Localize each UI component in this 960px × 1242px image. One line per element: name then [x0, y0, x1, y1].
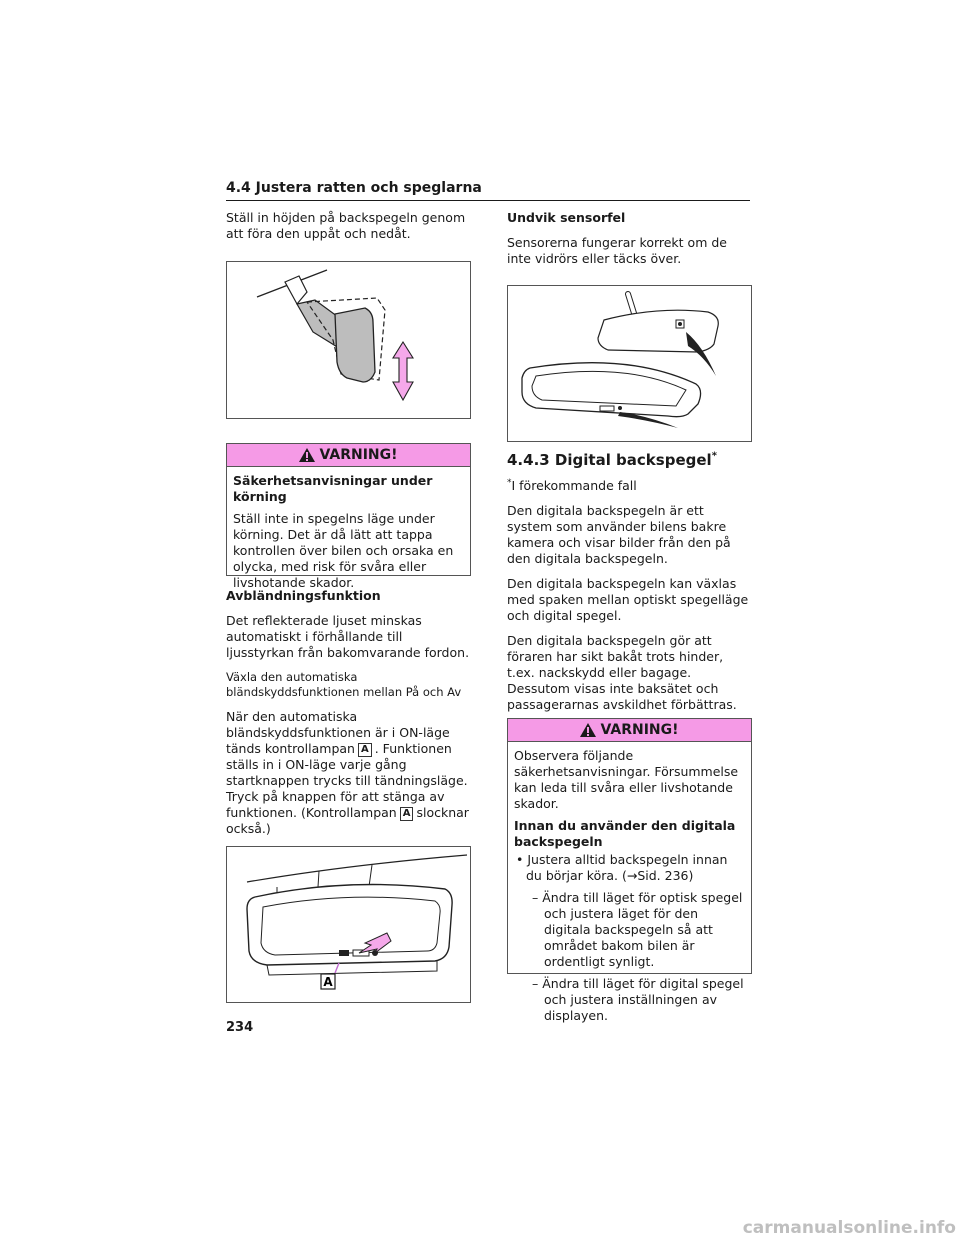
warning-box-left [226, 443, 471, 590]
paragraph-3: Den digitala backspegeln gör att föraren har sikt bakåt trots hinder, t.ex. nackskydd eller bagage. Dessutom visas inte baksätet och passagerarnas avskildhet förbättras. [507, 633, 737, 713]
warning-bullet: • Justera alltid backspegeln innan du börjar köra. (→Sid. 236) [516, 852, 728, 883]
paragraph-1: Den digitala backspegeln är ett system som använder bilens bakre kamera och visar bilder från den på den digitala backspegeln. [507, 503, 731, 567]
up-down-arrow-icon [393, 342, 413, 400]
figure-antiglare-mirror [226, 846, 471, 1003]
sensor-title: Undvik sensorfel [507, 210, 626, 225]
sensor-mirror-illustration [508, 286, 751, 441]
sensor-body: Sensorerna fungerar korrekt om de inte vidrörs eller täcks över. [507, 235, 727, 266]
section-header: 4.4 Justera ratten och speglarna [226, 180, 750, 201]
indicator-key-a-2: A [400, 807, 414, 821]
warning-header-right [508, 719, 751, 742]
digital-mirror-heading [507, 450, 751, 469]
callout-a-label: A [323, 975, 333, 989]
antiglare-section [226, 588, 470, 846]
warning-subtitle-right: Innan du använder den digitala backspegeln [514, 818, 736, 849]
footnote-text: I förekommande fall [511, 478, 637, 494]
indicator-key-a: A [358, 743, 372, 757]
intro-text [226, 210, 470, 251]
page-number: 234 [226, 1020, 254, 1035]
warning-title: VARNING! [319, 447, 398, 463]
digital-mirror-title: 4.4.3 Digital backspegel [507, 451, 712, 469]
toggle-paragraph [226, 709, 470, 837]
warning-subtitle: Säkerhetsanvisningar under körning [233, 473, 433, 504]
digital-mirror-text [507, 475, 751, 722]
antiglare-body: Det reflekterade ljuset minskas automatiskt i förhållande till ljusstyrkan från bakomvarande fordon. [226, 613, 470, 660]
heading-asterisk: * [711, 450, 717, 462]
paragraph-2: Den digitala backspegeln kan växlas med spaken mellan optiskt spegelläge och digital spegel. [507, 576, 749, 624]
toggle-text-3: slocknar också.) [226, 805, 469, 836]
watermark: carmanualsonline.info [742, 1218, 956, 1238]
warning-triangle-icon [299, 448, 315, 462]
warning-body [227, 467, 470, 601]
intro-paragraph: Ställ in höjden på backspegeln genom att föra den uppåt och nedåt. [226, 210, 466, 241]
warning-dash-2: – Ändra till läget för digital spegel och justera inställningen av displayen. [532, 976, 744, 1023]
warning-intro: Observera följande säkerhetsanvisningar. Försummelse kan leda till svåra eller livshotande skador. [514, 748, 739, 811]
toggle-text-1: När den automatiska bländskyddsfunktionen är i ON-läge tänds kontrollampan [226, 709, 450, 756]
warning-text: Ställ inte in spegelns läge under körning. Det är då lätt att tappa kontrollen över bilen och orsaka en olycka, med risk för svåra eller livshotande skador. [233, 511, 454, 590]
mirror-height-illustration [227, 262, 470, 418]
toggle-text-2: . Funktionen ställs in i ON-läge varje gång startknappen trycks till tändningsläge. Tryck på knappen för att stänga av funktionen. (Kontrollampan [226, 741, 468, 820]
sensor-section [507, 210, 751, 276]
warning-triangle-icon [580, 723, 596, 737]
footnote-asterisk: * [507, 478, 512, 488]
figure-sensor-mirror [507, 285, 752, 442]
warning-title-right: VARNING! [600, 722, 679, 738]
figure-mirror-height [226, 261, 471, 419]
antiglare-title: Avbländningsfunktion [226, 588, 381, 603]
warning-header [227, 444, 470, 467]
toggle-title: Växla den automatiska bländskyddsfunktionen mellan På och Av [226, 670, 462, 699]
footnote [507, 475, 751, 494]
warning-dash-1: – Ändra till läget för optisk spegel och justera läget för den digitala backspegeln så att området bakom bilen är ordentligt synligt. [532, 890, 743, 969]
warning-body-right [508, 742, 751, 1034]
warning-box-right [507, 718, 752, 1023]
antiglare-mirror-illustration [227, 847, 470, 1002]
